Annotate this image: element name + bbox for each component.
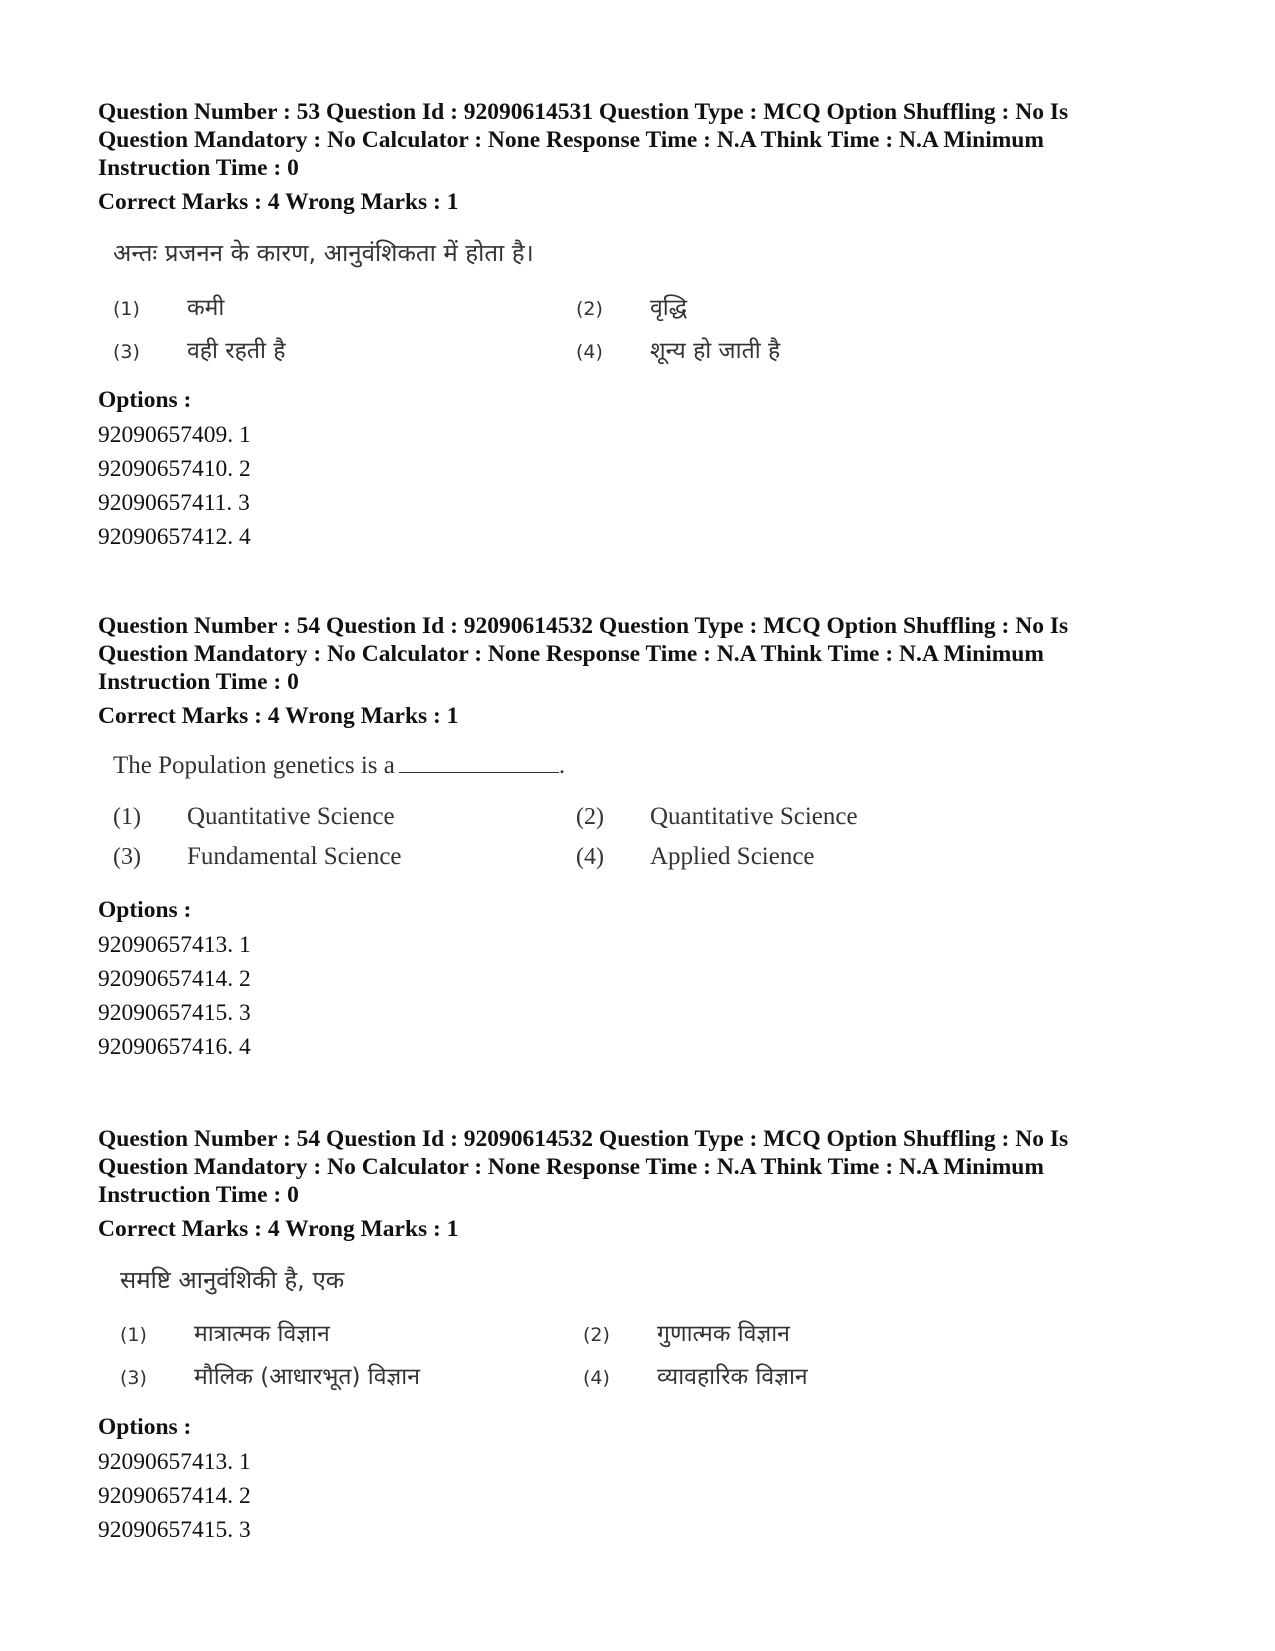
choice-3: [113, 843, 402, 871]
list-item: 92090657415. 3: [98, 1000, 251, 1026]
choice-number: (3): [113, 844, 141, 870]
options-label: Options :: [98, 897, 192, 923]
question-meta-line-1: Question Number : 54 Question Id : 92090614532 Question Type : MCQ Option Shuffling : No Is: [98, 1126, 1069, 1152]
question-meta-line-2: Question Mandatory : No Calculator : None Response Time : N.A Think Time : N.A Minimum: [98, 641, 1044, 667]
question-text: समष्टि आनुवंशिकी है, एक: [120, 1266, 345, 1294]
question-stem-end: .: [558, 752, 566, 779]
choice-2: [576, 803, 858, 831]
question-marks: Correct Marks : 4 Wrong Marks : 1: [98, 703, 459, 729]
question-marks: Correct Marks : 4 Wrong Marks : 1: [98, 1216, 459, 1242]
choice-1: [113, 803, 395, 831]
question-meta-line-2: Question Mandatory : No Calculator : None Response Time : N.A Think Time : N.A Minimum: [98, 1154, 1044, 1180]
question-text: अन्तः प्रजनन के कारण, आनुवंशिकता में होता है।: [113, 239, 534, 267]
choice-text: वृद्धि: [650, 295, 688, 321]
question-block-54-hi: [98, 1125, 1178, 1547]
choice-3: [120, 1359, 420, 1391]
choice-number: (1): [113, 804, 141, 830]
option-id-list: [98, 1445, 1178, 1547]
choice-number: (4): [576, 341, 603, 363]
list-item: 92090657410. 2: [98, 456, 251, 482]
choice-text: Quantitative Science: [650, 803, 858, 830]
choice-text: व्यावहारिक विज्ञान: [657, 1364, 808, 1390]
choice-text: शून्य हो जाती है: [650, 338, 781, 364]
choice-2: [583, 1316, 790, 1348]
choice-text: गुणात्मक विज्ञान: [657, 1321, 790, 1347]
choice-text: कमी: [187, 295, 225, 321]
choice-text: Quantitative Science: [187, 803, 395, 830]
option-id-list: [98, 928, 1178, 1064]
choice-number: (4): [576, 844, 604, 870]
list-item: 92090657416. 4: [98, 1034, 251, 1060]
answer-blank: [399, 752, 559, 773]
choice-text: मौलिक (आधारभूत) विज्ञान: [194, 1364, 420, 1390]
choice-text: Fundamental Science: [187, 843, 402, 870]
question-block-53: [98, 98, 1178, 554]
question-meta-line-3: Instruction Time : 0: [98, 669, 299, 695]
question-text: [113, 752, 565, 780]
question-meta-line-1: Question Number : 54 Question Id : 92090614532 Question Type : MCQ Option Shuffling : No Is: [98, 613, 1069, 639]
choice-4: [583, 1359, 808, 1391]
choice-number: (2): [576, 804, 604, 830]
question-meta-line-1: Question Number : 53 Question Id : 92090614531 Question Type : MCQ Option Shuffling : No Is: [98, 99, 1069, 125]
list-item: 92090657412. 4: [98, 524, 251, 550]
question-stem: The Population genetics is a: [113, 752, 395, 779]
question-image: [120, 1259, 1178, 1401]
list-item: 92090657414. 2: [98, 1483, 251, 1509]
choice-text: Applied Science: [650, 843, 815, 870]
question-marks: Correct Marks : 4 Wrong Marks : 1: [98, 189, 459, 215]
question-meta-line-3: Instruction Time : 0: [98, 1182, 299, 1208]
choice-number: (1): [113, 298, 140, 320]
choice-number: (2): [576, 298, 603, 320]
question-block-54-en: [98, 612, 1178, 1064]
question-meta-line-2: Question Mandatory : No Calculator : None Response Time : N.A Think Time : N.A Minimum: [98, 127, 1044, 153]
list-item: 92090657415. 3: [98, 1517, 251, 1543]
list-item: 92090657414. 2: [98, 966, 251, 992]
option-id-list: [98, 418, 1178, 554]
choice-2: [576, 290, 687, 322]
choice-4: [576, 843, 815, 871]
question-meta-line-3: Instruction Time : 0: [98, 155, 299, 181]
choice-1: [120, 1316, 330, 1348]
choice-number: (4): [583, 1367, 610, 1389]
choice-number: (3): [120, 1367, 147, 1389]
choice-number: (1): [120, 1324, 147, 1346]
list-item: 92090657413. 1: [98, 932, 251, 958]
choice-1: [113, 290, 224, 322]
choice-number: (3): [113, 341, 140, 363]
question-image: [113, 232, 1178, 374]
choice-4: [576, 333, 780, 365]
options-label: Options :: [98, 387, 192, 413]
choice-3: [113, 333, 285, 365]
choice-text: वही रहती है: [187, 338, 286, 364]
choice-text: मात्रात्मक विज्ञान: [194, 1321, 330, 1347]
choice-number: (2): [583, 1324, 610, 1346]
list-item: 92090657413. 1: [98, 1449, 251, 1475]
options-label: Options :: [98, 1414, 192, 1440]
list-item: 92090657411. 3: [98, 490, 250, 516]
question-image: [113, 746, 1178, 884]
list-item: 92090657409. 1: [98, 422, 251, 448]
